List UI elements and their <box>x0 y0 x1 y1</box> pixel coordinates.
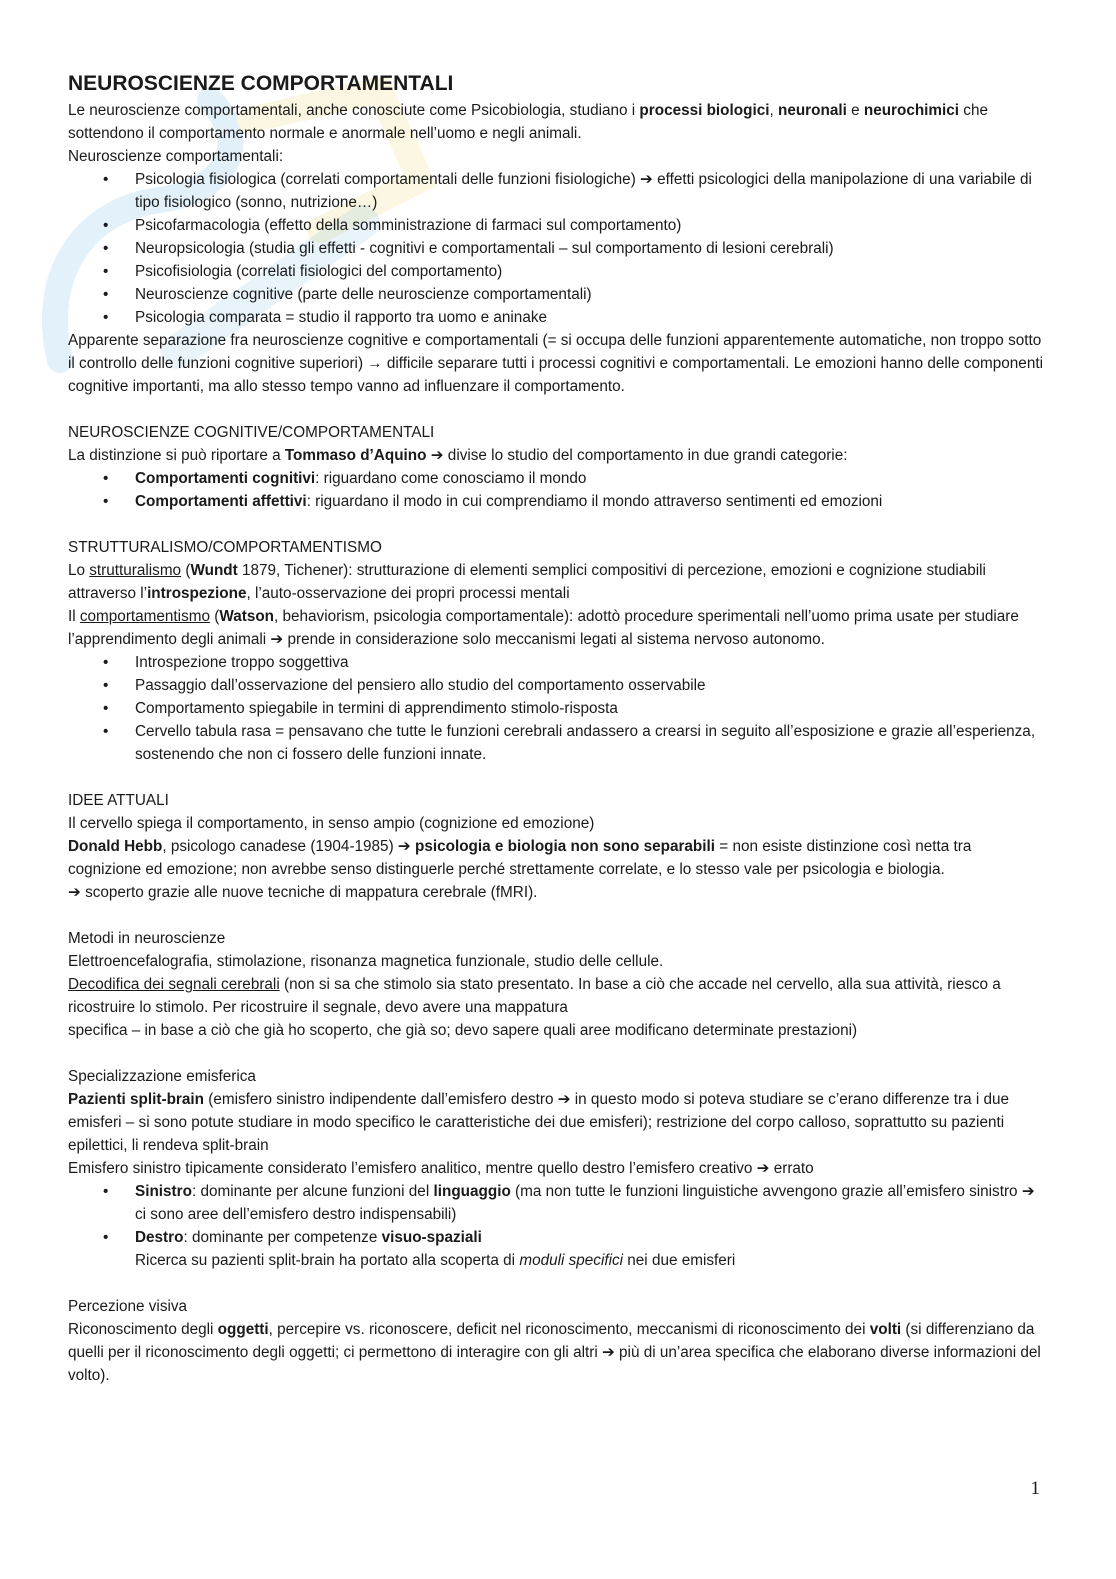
arrow-right-icon: ➔ <box>640 171 653 188</box>
paragraph: Apparente separazione fra neuroscienze cognitive e comportamentali (= si occupa delle funzioni apparentemente automatiche, non troppo sotto il controllo delle funzioni cognitive superiori) → difficile separare tutti i processi cognitivi e comportamentali. Le emozioni hanno delle componenti cognitive importanti, ma allo stesso tempo vanno ad influenzare il comportamento. <box>68 332 1043 395</box>
text: Psicologia comparata = studio il rapporto tra uomo e aninake <box>135 309 547 326</box>
text: Ricerca su pazienti split-brain ha portato alla scoperta di <box>135 1252 520 1269</box>
text: ci sono aree dell’emisfero destro indispensabili) <box>135 1206 457 1223</box>
text: : dominante per alcune funzioni del <box>191 1183 434 1200</box>
bullet-icon: • <box>103 493 109 510</box>
bold-text: Comportamenti cognitivi <box>135 470 316 487</box>
text: , percepire vs. riconoscere, deficit nel riconoscimento, meccanismi di riconoscimento dei <box>268 1321 870 1338</box>
list-item <box>68 490 1043 513</box>
list-item <box>68 467 1043 490</box>
paragraph <box>68 1249 1043 1272</box>
paragraph <box>68 1318 1043 1387</box>
text: nei due emisferi <box>623 1252 736 1269</box>
bold-text: Destro <box>135 1229 184 1246</box>
text: Neuroscienze cognitive (parte delle neuroscienze comportamentali) <box>135 286 592 303</box>
text: (emisfero sinistro indipendente dall’emisfero destro <box>204 1091 558 1108</box>
bullet-list <box>68 467 1043 513</box>
list-item <box>68 214 1043 237</box>
bold-text: Pazienti split-brain <box>68 1091 204 1108</box>
list-item <box>68 260 1043 283</box>
list-item <box>68 1180 1043 1226</box>
text: (si differenziano da quelli per il riconoscimento degli oggetti; ci permettono di interagire con gli altri <box>68 1321 1035 1361</box>
bullet-icon: • <box>103 171 109 188</box>
bold-text: neurochimici <box>863 102 960 119</box>
text: più di un’area specifica che elaborano diverse informazioni del volto). <box>68 1344 1041 1384</box>
bold-text: Sinistro <box>135 1183 192 1200</box>
bold-text: Wundt <box>190 562 238 579</box>
underlined-text: strutturalismo <box>89 562 182 579</box>
section-heading: Percezione visiva <box>68 1298 188 1315</box>
list-item <box>68 1226 1043 1249</box>
text: Passaggio dall’osservazione del pensiero allo studio del comportamento osservabile <box>135 677 706 694</box>
page-title: NEUROSCIENZE COMPORTAMENTALI <box>68 72 454 95</box>
arrow-right-icon: ➔ <box>397 838 411 855</box>
text: prende in considerazione solo meccanismi legati al sistema nervoso autonomo. <box>283 631 825 648</box>
bullet-icon: • <box>103 309 109 326</box>
text: Comportamento spiegabile in termini di apprendimento stimolo-risposta <box>135 700 618 717</box>
text: ( <box>181 562 191 579</box>
text: Psicofisiologia (correlati fisiologici del comportamento) <box>135 263 503 280</box>
list-item <box>68 237 1043 260</box>
text: , l’auto-osservazione dei propri processi mentali <box>246 585 570 602</box>
text: : dominante per competenze <box>183 1229 382 1246</box>
bullet-list <box>68 168 1043 329</box>
section-heading: Metodi in neuroscienze <box>68 930 226 947</box>
bold-text: introspezione <box>147 585 247 602</box>
paragraph: Elettroencefalografia, stimolazione, risonanza magnetica funzionale, studio delle cellule. <box>68 953 664 970</box>
text: Introspezione troppo soggettiva <box>135 654 349 671</box>
bold-text: Watson <box>219 608 275 625</box>
list-item <box>68 674 1043 697</box>
text: : riguardano il modo in cui comprendiamo il mondo attraverso sentimenti ed emozioni <box>306 493 883 510</box>
text: che sottendono il comportamento normale e anormale nell’uomo e negli animali. <box>68 102 988 142</box>
text: errato <box>769 1160 814 1177</box>
bold-text: Tommaso d’Aquino <box>284 447 427 464</box>
section-heading: STRUTTURALISMO/COMPORTAMENTISMO <box>68 539 382 556</box>
arrow-right-icon: ➔ <box>557 1091 571 1108</box>
text: : riguardano come conosciamo il mondo <box>315 470 587 487</box>
text: ( <box>209 608 220 625</box>
text: effetti psicologici della manipolazione di una variabile di tipo fisiologico (sonno, nutrizione…) <box>135 171 1032 211</box>
bullet-icon: • <box>103 700 109 717</box>
list-item <box>68 697 1043 720</box>
arrow-right-icon: ➔ <box>430 447 444 464</box>
bold-text: oggetti <box>217 1321 269 1338</box>
text: , psicologo canadese (1904-1985) <box>162 838 398 855</box>
section-heading: NEUROSCIENZE COGNITIVE/COMPORTAMENTALI <box>68 424 435 441</box>
list-item <box>68 306 1043 329</box>
paragraph <box>68 559 1043 605</box>
arrow-right-icon: ➔ <box>1021 1183 1035 1200</box>
list-item <box>68 168 1043 214</box>
text: in questo modo si poteva studiare se c’erano differenze tra i due emisferi – si sono potute studiare in modo specifico le caratteristiche dei due emisferi); restrizione del corpo calloso, soprattutto su pazienti epilettici, li rendeva split-brain <box>68 1091 1010 1154</box>
bullet-icon: • <box>103 723 109 740</box>
bold-text: psicologia e biologia non sono separabili <box>415 838 716 855</box>
bullet-icon: • <box>103 217 109 234</box>
arrow-right-icon: ➔ <box>601 1344 615 1361</box>
text: Psicofarmacologia (effetto della somministrazione di farmaci sul comportamento) <box>135 217 682 234</box>
bullet-icon: • <box>103 240 109 257</box>
text: Il <box>68 608 80 625</box>
text: = non esiste distinzione così netta tra cognizione ed emozione; non avrebbe senso distinguerle perché strettamente correlate, e lo stesso vale per psicologia e biologia. <box>68 838 972 878</box>
bullet-list <box>68 1180 1043 1249</box>
document-page <box>68 70 1043 1387</box>
bold-text: neuronali <box>777 102 847 119</box>
text: e <box>846 102 864 119</box>
text: (non si sa che stimolo sia stato presentato. In base a ciò che accade nel cervello, alla sua attività, riesco a ricostruire lo stimolo. Per ricostruire il segnale, devo avere una mappatura <box>68 976 1001 1016</box>
text: (ma non tutte le funzioni linguistiche avvengono grazie all’emisfero sinistro <box>510 1183 1022 1200</box>
paragraph: Il cervello spiega il comportamento, in senso ampio (cognizione ed emozione) <box>68 815 595 832</box>
underlined-text: Decodifica dei segnali cerebrali <box>68 976 280 993</box>
text: scoperto grazie alle nuove tecniche di mappatura cerebrale (fMRI). <box>80 884 538 901</box>
text: Emisfero sinistro tipicamente considerato l’emisfero analitico, mentre quello destro l’emisfero creativo <box>68 1160 757 1177</box>
bullet-icon: • <box>103 286 109 303</box>
bold-text: Comportamenti affettivi <box>135 493 307 510</box>
paragraph <box>68 444 1043 467</box>
paragraph <box>68 605 1043 651</box>
bullet-icon: • <box>103 1183 109 1200</box>
intro-paragraph <box>68 99 1043 145</box>
text: Neuropsicologia (studia gli effetti - cognitivi e comportamentali – sul comportamento di lesioni cerebrali) <box>135 240 834 257</box>
text: Le neuroscienze comportamentali, anche conosciute come Psicobiologia, studiano i <box>68 102 640 119</box>
paragraph <box>68 881 1043 904</box>
paragraph <box>68 1088 1043 1157</box>
text: Riconoscimento degli <box>68 1321 218 1338</box>
bullet-icon: • <box>103 654 109 671</box>
text: , behaviorism, psicologia comportamentale): adottò procedure sperimentali nell’uomo prima usate per studiare l’apprendimento degli animali <box>68 608 1019 648</box>
list-item <box>68 283 1043 306</box>
bullet-icon: • <box>103 263 109 280</box>
bold-text: volti <box>869 1321 902 1338</box>
text: Lo <box>68 562 90 579</box>
text: 1879, Tichener): strutturazione di elementi semplici compositivi di percezione, emozioni e cognizione studiabili attraverso l’ <box>68 562 986 602</box>
section-heading: IDEE ATTUALI <box>68 792 169 809</box>
underlined-text: comportamentismo <box>79 608 210 625</box>
bullet-icon: • <box>103 677 109 694</box>
text: La distinzione si può riportare a <box>68 447 285 464</box>
text: , <box>769 102 778 119</box>
text: divise lo studio del comportamento in due grandi categorie: <box>443 447 848 464</box>
bold-text: Donald Hebb <box>68 838 163 855</box>
list-item <box>68 651 1043 674</box>
bullet-list <box>68 651 1043 766</box>
paragraph: specifica – in base a ciò che già ho scoperto, che già so; devo sapere quali aree modificano determinate prestazioni) <box>68 1022 858 1039</box>
bullet-icon: • <box>103 1229 109 1246</box>
list-item <box>68 720 1043 766</box>
page-number: 1 <box>1030 1478 1040 1499</box>
bold-text: processi biologici <box>639 102 770 119</box>
bullet-icon: • <box>103 470 109 487</box>
section-heading: Specializzazione emisferica <box>68 1068 256 1085</box>
text: Cervello tabula rasa = pensavano che tutte le funzioni cerebrali andassero a crearsi in seguito all’esposizione e grazie all’esperienza, sostenendo che non ci fossero delle funzioni innate. <box>135 723 1036 763</box>
italic-text: moduli specifici <box>519 1252 624 1269</box>
paragraph <box>68 1157 1043 1180</box>
paragraph <box>68 835 1043 881</box>
arrow-right-icon: ➔ <box>756 1160 770 1177</box>
list-label: Neuroscienze comportamentali: <box>68 148 284 165</box>
bold-text: linguaggio <box>433 1183 511 1200</box>
arrow-right-icon: ➔ <box>68 884 81 901</box>
arrow-right-icon: ➔ <box>270 631 284 648</box>
paragraph <box>68 973 1043 1019</box>
bold-text: visuo-spaziali <box>381 1229 482 1246</box>
text: Psicologia fisiologica (correlati comportamentali delle funzioni fisiologiche) <box>135 171 641 188</box>
